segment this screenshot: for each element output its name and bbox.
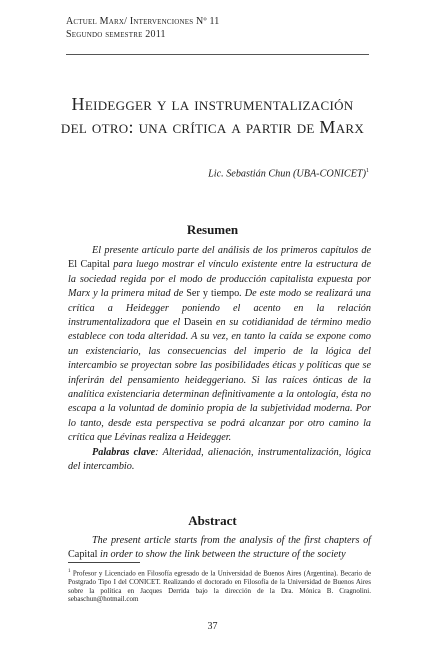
article-title-line-2: del otro: una crítica a partir de Marx [60, 117, 365, 137]
abstract-text-1: The present article starts from the analysis of the first chapters of [92, 535, 371, 546]
resumen-paragraph [68, 244, 371, 446]
running-head-semester: Segundo semestre 2011 [66, 28, 166, 40]
footnote-text: Profesor y Licenciado en Filosofía egresado de la Universidad de Buenos Aires (Argentina). Becario de Postgrado Tipo I del CONICET. Realizando el doctorado en Filosofía de la Universidad de Buenos Aires sobre la política en Jacques Derrida bajo la dirección de la Dra. Mónica B. Cragnolini. sebaschun@hotmail.com [68, 569, 371, 604]
resumen-body [68, 244, 371, 475]
footnote-rule [68, 562, 140, 563]
header-rule [66, 54, 369, 55]
resumen-text-3: . De este modo se realizará una crítica a Heidegger poniendo el acento en la relación instrumentalizadora que el [68, 288, 371, 329]
resumen-text-2: para luego mostrar el vínculo existente entre la estructura de la sociedad regida por el modo de producción capitalista expuesta por Marx y la primera mitad de [68, 259, 371, 300]
abstract-heading: Abstract [188, 513, 237, 528]
keywords-text: : Alteridad, alienación, instrumentalización, lógica del intercambio. [68, 446, 371, 473]
footnote-marker: 1 [68, 569, 71, 574]
resumen-term-dasein: Dasein [183, 317, 213, 329]
article-title-line-1: Heidegger y la instrumentalización [71, 94, 354, 114]
resumen-work-el-capital: El Capital [68, 259, 110, 271]
resumen-text-4: en su cotidianidad de término medio establece con toda alteridad. A su vez, en tanto la caída se expone como un existenciario, las consecuencias del imperio de la lógica del intercambio se proyectan sobre las posibilidades éticas y políticas que se inferirán del pensamiento heideggeriano. Si las raíces ónticas de la analítica existenciaria determinan definitivamente a la ontología, ésta no escapa a la voluntad de dominio propia de la subjetividad moderna. Por lo tanto, desde esta perspectiva se podrá alcanzar por otro camino la crítica que Lévinas realiza a Heidegger. [68, 317, 371, 444]
author-name: Lic. Sebastián Chun (UBA-CONICET) [208, 168, 366, 180]
resumen-text-1: El presente artículo parte del análisis de los primeros capítulos de [92, 245, 371, 256]
abstract-body [68, 534, 371, 563]
article-title [40, 93, 385, 139]
abstract-paragraph [68, 534, 371, 563]
keywords-paragraph [68, 446, 371, 475]
page-number: 37 [207, 621, 218, 632]
abstract-text-2: in order to show the link between the structure of the society [97, 549, 346, 561]
author-line [208, 168, 369, 179]
resumen-heading: Resumen [186, 222, 239, 237]
abstract-work-capital: Capital [68, 549, 98, 561]
footnote [68, 568, 371, 604]
running-head-journal: Actuel Marx/ Intervenciones Nº 11 [66, 16, 220, 27]
keywords-label: Palabras clave [92, 446, 156, 458]
resumen-work-ser-y-tiempo: Ser y tiempo [186, 288, 240, 300]
running-head [66, 16, 220, 41]
author-footnote-marker: 1 [366, 168, 369, 174]
